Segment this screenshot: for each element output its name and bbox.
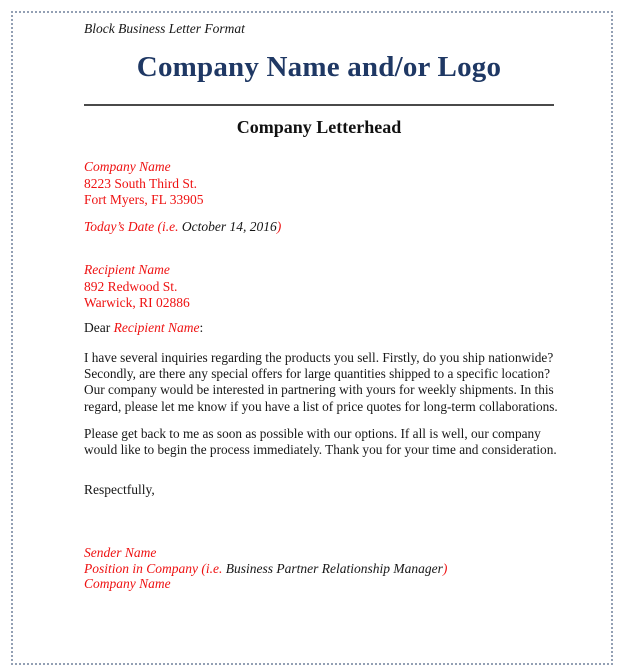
signature-block (84, 545, 571, 592)
salutation-suffix: : (199, 320, 204, 335)
salutation-line (84, 320, 571, 337)
recipient-name-placeholder: Recipient Name (84, 262, 170, 277)
position-example: Business Partner Relationship Manager (225, 560, 443, 576)
sender-name-placeholder: Sender Name (84, 545, 157, 560)
recipient-street: 892 Redwood St. (84, 278, 178, 294)
position-placeholder-suffix: ) (442, 560, 448, 576)
date-placeholder-prefix: Today’s Date (i.e. (84, 219, 182, 234)
recipient-city-state-zip: Warwick, RI 02886 (84, 295, 190, 310)
sender-street: 8223 South Third St. (84, 175, 198, 191)
company-name-heading: Company Name and/or Logo (136, 51, 502, 83)
position-placeholder-prefix: Position in Company (i.e. (84, 560, 226, 576)
date-line (84, 219, 571, 236)
recipient-address-block (84, 262, 571, 312)
letterhead-heading: Company Letterhead (236, 117, 402, 137)
date-example: October 14, 2016 (181, 219, 277, 234)
sender-address-block (84, 159, 571, 209)
salutation-recipient-placeholder: Recipient Name (113, 320, 200, 335)
closing-valediction: Respectfully, (84, 482, 155, 497)
body-paragraph-1: I have several inquiries regarding the products you sell. Firstly, do you ship nationwide? Secondly, are there any special offers for large quantities shipped to a specific location? Our company would be interested in partnering with yours for weekly shipments. In this regard, please let me know if you have a list of price quotes for long-term collaborations. (84, 350, 558, 414)
date-placeholder-suffix: ) (276, 219, 282, 234)
sender-company-name-placeholder: Company Name (84, 159, 171, 174)
sender-city-state-zip: Fort Myers, FL 33905 (84, 192, 204, 207)
body-paragraph-2: Please get back to me as soon as possible with our options. If all is well, our company would like to begin the process immediately. Thank you for your time and consideration. (84, 426, 557, 458)
signature-company-name-placeholder: Company Name (84, 576, 171, 591)
document-type-label: Block Business Letter Format (84, 21, 245, 36)
header-divider (84, 104, 554, 106)
position-line (84, 561, 571, 577)
salutation-prefix: Dear (84, 320, 114, 335)
